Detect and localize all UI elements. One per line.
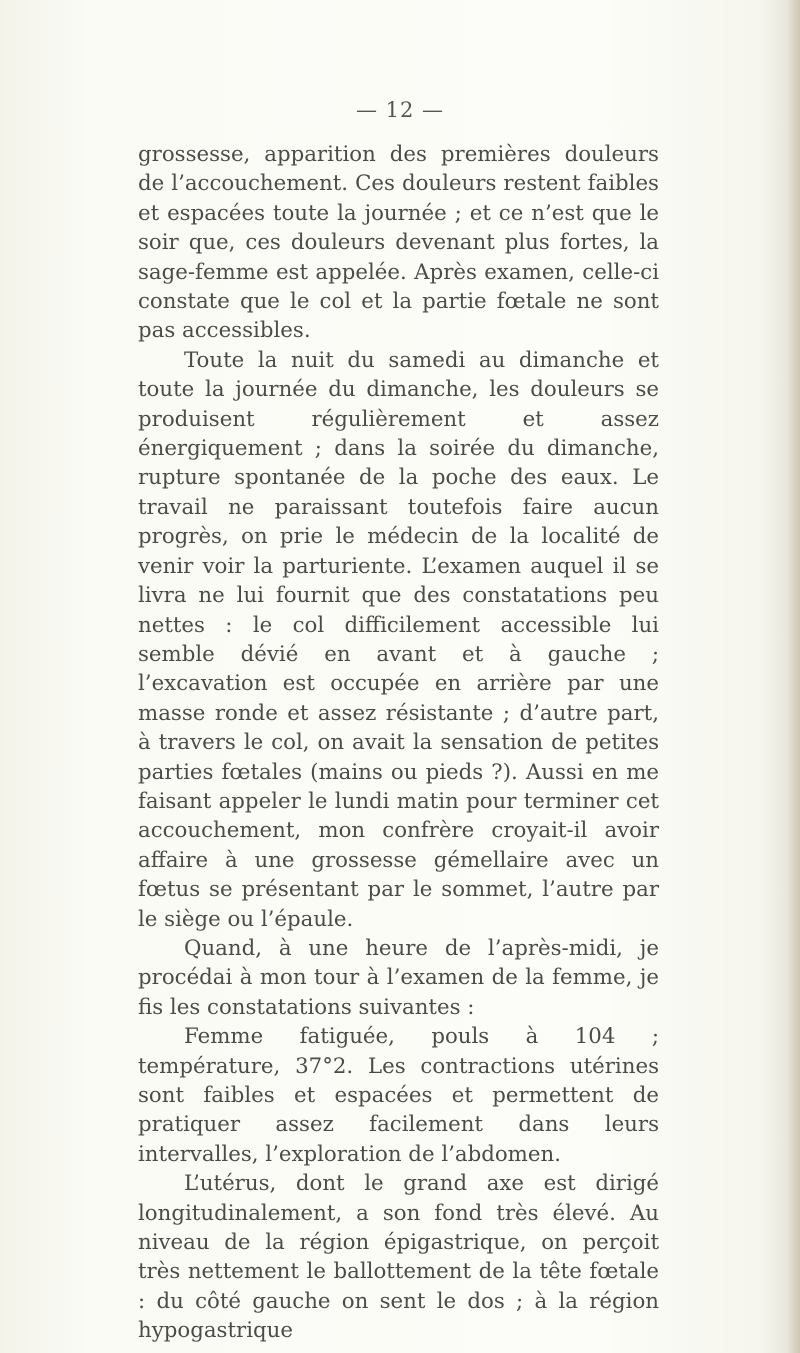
page-edge-shadow [786,0,800,1353]
body-text [138,140,659,1346]
paragraph-5: L’utérus, dont le grand axe est dirigé longitudinalement, a son fond très élevé. Au niveau de la région épigastrique, on perçoit très nettement le ballottement de la tête fœtale : du côté gauche on sent le dos ; à la région hypogastrique [138,1171,659,1344]
paragraph-1: grossesse, apparition des premières douleurs de l’accouchement. Ces douleurs restent faibles et espacées toute la journée ; et ce n’est que le soir que, ces douleurs devenant plus fortes, la sage-femme est appelée. Après examen, celle-ci constate que le col et la partie fœtale ne sont pas accessibles. [138,142,659,344]
page-number: — 12 — [355,98,445,122]
paragraph-3: Quand, à une heure de l’après-midi, je procédai à mon tour à l’examen de la femme, je fis les constatations suivantes : [138,935,659,1020]
paragraph-2: Toute la nuit du samedi au dimanche et toute la journée du dimanche, les douleurs se produisent régulièrement et assez énergiquement ; dans la soirée du dimanche, rupture spontanée de la poche des eaux. Le travail ne paraissant toutefois faire aucun progrès, on prie le médecin de la localité de venir voir la parturiente. L’examen auquel il se livra ne lui fournit que des constatations peu nettes : le col difficilement accessible lui semble dévié en avant et à gauche ; l’excavation est occupée en arrière par une masse ronde et assez résistante ; d’autre part, à travers le col, on avait la sensation de petites parties fœtales (mains ou pieds ?). Aussi en me faisant appeler le lundi matin pour terminer cet accouchement, mon confrère croyait-il avoir affaire à une grossesse gémellaire avec un fœtus se présentant par le sommet, l’autre par le siège ou l’épaule. [138,347,659,932]
paragraph-4: Femme fatiguée, pouls à 104 ; température, 37°2. Les contractions utérines sont faibles et espacées et permettent de pratiquer assez facilement dans leurs intervalles, l’exploration de l’abdomen. [138,1024,659,1167]
